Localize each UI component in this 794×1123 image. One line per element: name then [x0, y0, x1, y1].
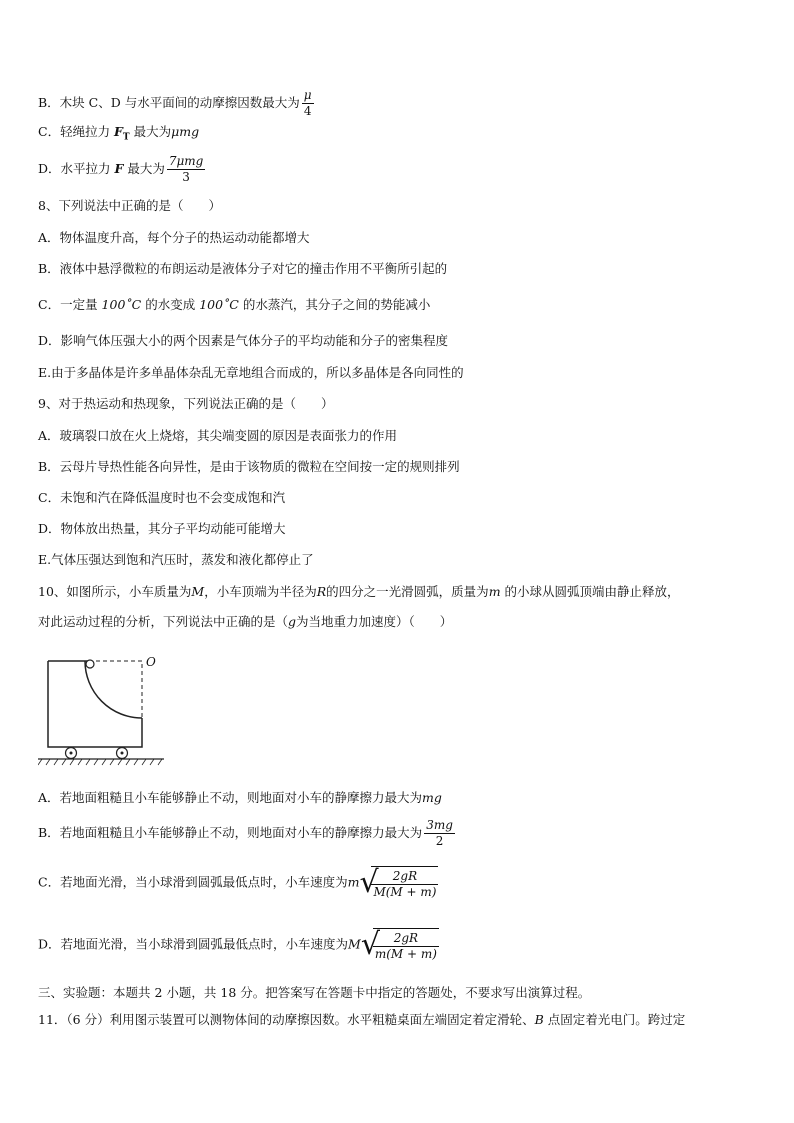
q10-stem-line2: 对此运动过程的分析，下列说法中正确的是（g为当地重力加速度）（ ） — [38, 614, 453, 629]
fraction: $\frac{\text{7μmg}}{3}$ — [168, 154, 204, 184]
fraction: $\frac{3mg}{2}$ — [426, 818, 453, 848]
q8-option-b: B．液体中悬浮微粒的布朗运动是液体分子对它的撞击作用不平衡所引起的 — [38, 261, 448, 276]
prev-option-b: B．木块 C、D 与水平面间的动摩擦因数最大为 $\frac{\mu}{4}$ — [38, 88, 312, 118]
prev-option-c: C．轻绳拉力 $F_T$ 最大为μmg — [38, 124, 200, 143]
figure-label-o: O — [146, 655, 156, 669]
prev-option-d: D．水平拉力 F 最大为 $\frac{\text{7μmg}}{3}$ — [38, 154, 204, 184]
q8-stem: 8、下列说法中正确的是（ ） — [38, 198, 221, 213]
q9-option-e: E.气体压强达到饱和汽压时，蒸发和液化都停止了 — [38, 552, 314, 567]
cart-outline — [48, 661, 142, 747]
q10-stem-line1: 10、如图所示，小车质量为M，小车顶端为半径为R的四分之一光滑圆弧，质量为m 的小球从圆弧顶端由静止释放， — [38, 584, 680, 599]
q8-option-d: D．影响气体压强大小的两个因素是气体分子的平均动能和分子的密集程度 — [38, 333, 449, 348]
ground-hatching — [38, 759, 162, 765]
ball — [86, 660, 94, 668]
q10-option-b: B．若地面粗糙且小车能够静止不动，则地面对小车的静摩擦力最大为 $\frac{3mg}{2}$ — [38, 818, 453, 848]
q9-stem: 9、对于热运动和热现象，下列说法正确的是（ ） — [38, 396, 334, 411]
cart-figure — [38, 652, 168, 772]
q9-option-a: A．玻璃裂口放在火上烧熔，其尖端变圆的原因是表面张力的作用 — [38, 428, 398, 443]
section-3-heading: 三、实验题：本题共 2 小题，共 18 分。把答案写在答题卡中指定的答题处，不要求写出演算过程。 — [38, 985, 591, 1000]
cart-diagram — [38, 652, 168, 772]
fraction: $\frac{\mu}{4}$ — [303, 88, 312, 118]
q8-option-c: C．一定量 100˚C 的水变成 100˚C 的水蒸汽，其分子之间的势能减小 — [38, 297, 431, 312]
q11-stem: 11．（6 分）利用图示装置可以测物体间的动摩擦因数。水平粗糙桌面左端固定着定滑轮、B 点固定着光电门。跨过定 — [38, 1012, 686, 1027]
q9-option-b: B．云母片导热性能各向异性，是由于该物质的微粒在空间按一定的规则排列 — [38, 459, 460, 474]
q8-option-a: A．物体温度升高，每个分子的热运动动能都增大 — [38, 230, 310, 245]
q10-option-d: D．若地面光滑，当小球滑到圆弧最低点时，小车速度为M √ $\frac{2gR}{m(M + m)}$ — [38, 927, 437, 962]
dashed-radius-lines — [96, 661, 142, 718]
q8-option-e: E.由于多晶体是许多单晶体杂乱无章地组合而成的，所以多晶体是各向同性的 — [38, 365, 464, 380]
q9-option-c: C．未饱和汽在降低温度时也不会变成饱和汽 — [38, 490, 286, 505]
sqrt-expression: √ $\frac{2gR}{M(M + m)}$ — [359, 865, 437, 900]
quarter-arc — [85, 661, 142, 718]
q10-option-a: A．若地面粗糙且小车能够静止不动，则地面对小车的静摩擦力最大为mg — [38, 790, 442, 805]
q10-option-c: C．若地面光滑，当小球滑到圆弧最低点时，小车速度为m √ $\frac{2gR}{M(M + m)}$ — [38, 865, 437, 900]
sqrt-expression: √ $\frac{2gR}{m(M + m)}$ — [360, 927, 437, 962]
q9-option-d: D．物体放出热量，其分子平均动能可能增大 — [38, 521, 286, 536]
